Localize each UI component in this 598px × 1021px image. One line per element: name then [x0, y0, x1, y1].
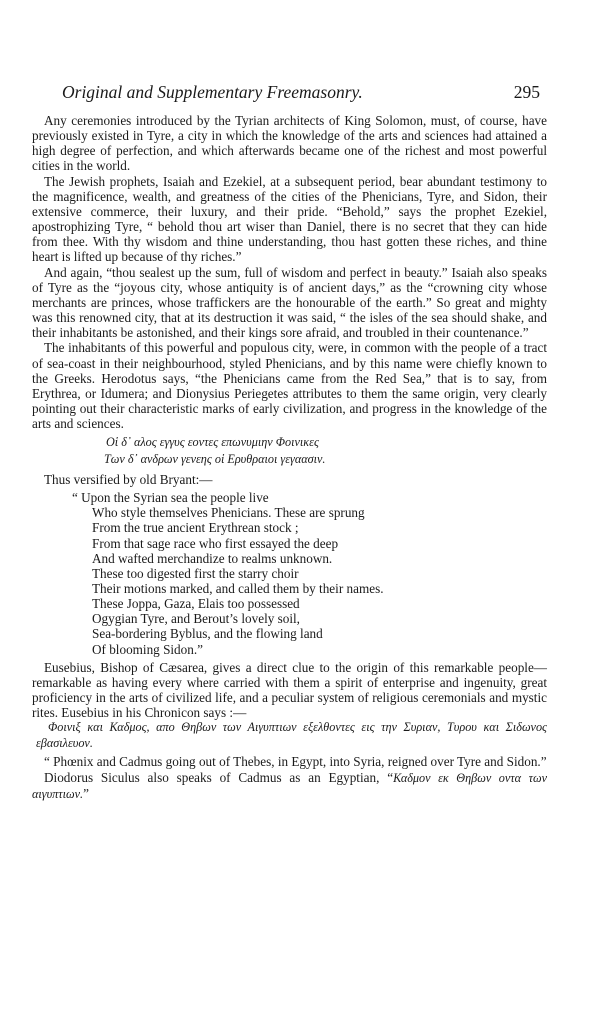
paragraph-inhabitants: The inhabitants of this powerful and populous city, were, in common with the people of a tract of sea-coast in their neighbourhood, styled Phenicians, and by this name were chiefly known to the Greeks. Herodotus says, “the Phenicians came from the Red Sea,” that is to say, from Erythrea, or Idumera; and Dionysius Periegetes attributes to them the same origin, very clearly pointing out their characteristic marks of early civilization, and progress in the knowledge of the arts and sciences.	[32, 340, 547, 432]
paragraph-phoenix-cadmus: “ Phœnix and Cadmus going out of Thebes, in Egypt, into Syria, reigned over Tyre and Sidon.”	[44, 754, 547, 770]
verse-line: These too digested first the starry choir	[92, 565, 299, 581]
verse-line: Their motions marked, and called them by their names.	[92, 580, 384, 596]
paragraph-sealest-up-the-sum: And again, “thou sealest up the sum, full of wisdom and perfect in beauty.” Isaiah also speaks of Tyre as the “joyous city, whose antiquity is of ancient days,” as the “crowning city whose merchants are princes, whose traffickers are the honourable of the earth.” So great and mighty was this renowned city, that at its destruction it was said, “ the isles of the sea should shake, and their inhabitants be astonished, and their kings sore afraid, and troubled in their countenance.”	[32, 264, 547, 341]
running-header	[62, 82, 540, 102]
greek-quote-line: Οἱ δ᾽ αλος εγγυς εοντες επωνυμιην Φοινικες	[106, 435, 319, 450]
greek-quotation	[32, 434, 547, 467]
verse-line: “ Upon the Syrian sea the people live	[72, 490, 269, 506]
verse-block	[32, 490, 547, 657]
diodorus-greek: Καδμον εκ Θηβων οντα των αιγυπτιων.	[32, 770, 548, 801]
verse-line: These Joppa, Gaza, Elais too possessed	[92, 596, 300, 612]
verse-line: Ogygian Tyre, and Berout’s lovely soil,	[92, 611, 300, 627]
verse-line: From the true ancient Erythrean stock ;	[92, 520, 299, 536]
paragraph-eusebius: Eusebius, Bishop of Cæsarea, gives a direct clue to the origin of this remarkable people—remarkable as having every where carried with them a spirit of enterprise and ingenuity, great proficiency in the arts of civilized life, and a peculiar system of religious ceremonials and mystic rites. Eusebius in his Chronicon says :—	[32, 659, 547, 721]
paragraph-jewish-prophets: The Jewish prophets, Isaiah and Ezekiel, at a subsequent period, bear abundant testimony to the magnificence, wealth, and greatness of the cities of the Phenicians, Tyre, and Sidon, their extensive commerce, their luxury, and their pride. “Behold,” says the prophet Ezekiel, apostrophizing Tyre, “ behold thou art wiser than Daniel, there is no secret that they can hide from thee. With thy wisdom and thine understanding, thou hast gotten these riches, and thine heart is lifted up because of thy riches.”	[32, 173, 547, 265]
verse-line: Sea-bordering Byblus, and the flowing land	[92, 626, 323, 642]
diodorus-text: Diodorus Siculus also speaks of Cadmus as an Egyptian, “	[44, 769, 394, 785]
paragraph-diodorus: Diodorus Siculus also speaks of Cadmus as an Egyptian, “Καδμον εκ Θηβων οντα των αιγυπτιων.”	[32, 769, 548, 801]
greek-eusebius-quote: Φοινιξ και Καδμος, απο Θηβων των Αιγυπτιων εξελθοντες εις την Συριαν, Τυρου και Σιδωνος εβασιλευον.	[36, 720, 547, 750]
page-number: 295	[513, 82, 540, 102]
paragraph-tyrian-architects: Any ceremonies introduced by the Tyrian architects of King Solomon, must, of course, have previously existed in Tyre, a city in which the knowledge of the arts and sciences had attained a high degree of perfection, and which afterwards became one of the richest and most powerful cities in the world.	[32, 113, 547, 174]
verse-line: Who style themselves Phenicians. These are sprung	[92, 505, 365, 521]
verse-line: From that sage race who first essayed the deep	[92, 535, 339, 551]
verse-line: Of blooming Sidon.”	[92, 641, 203, 657]
greek-quote-line: Των δ᾽ ανδρων γενεης οἱ Ερυθραιοι γεγαασιν.	[104, 451, 326, 466]
running-title: Original and Supplementary Freemasonry.	[62, 82, 363, 102]
page-body	[32, 113, 547, 802]
verse-intro: Thus versified by old Bryant:—	[44, 471, 213, 487]
verse-line: And wafted merchandize to realms unknown.	[92, 550, 333, 566]
